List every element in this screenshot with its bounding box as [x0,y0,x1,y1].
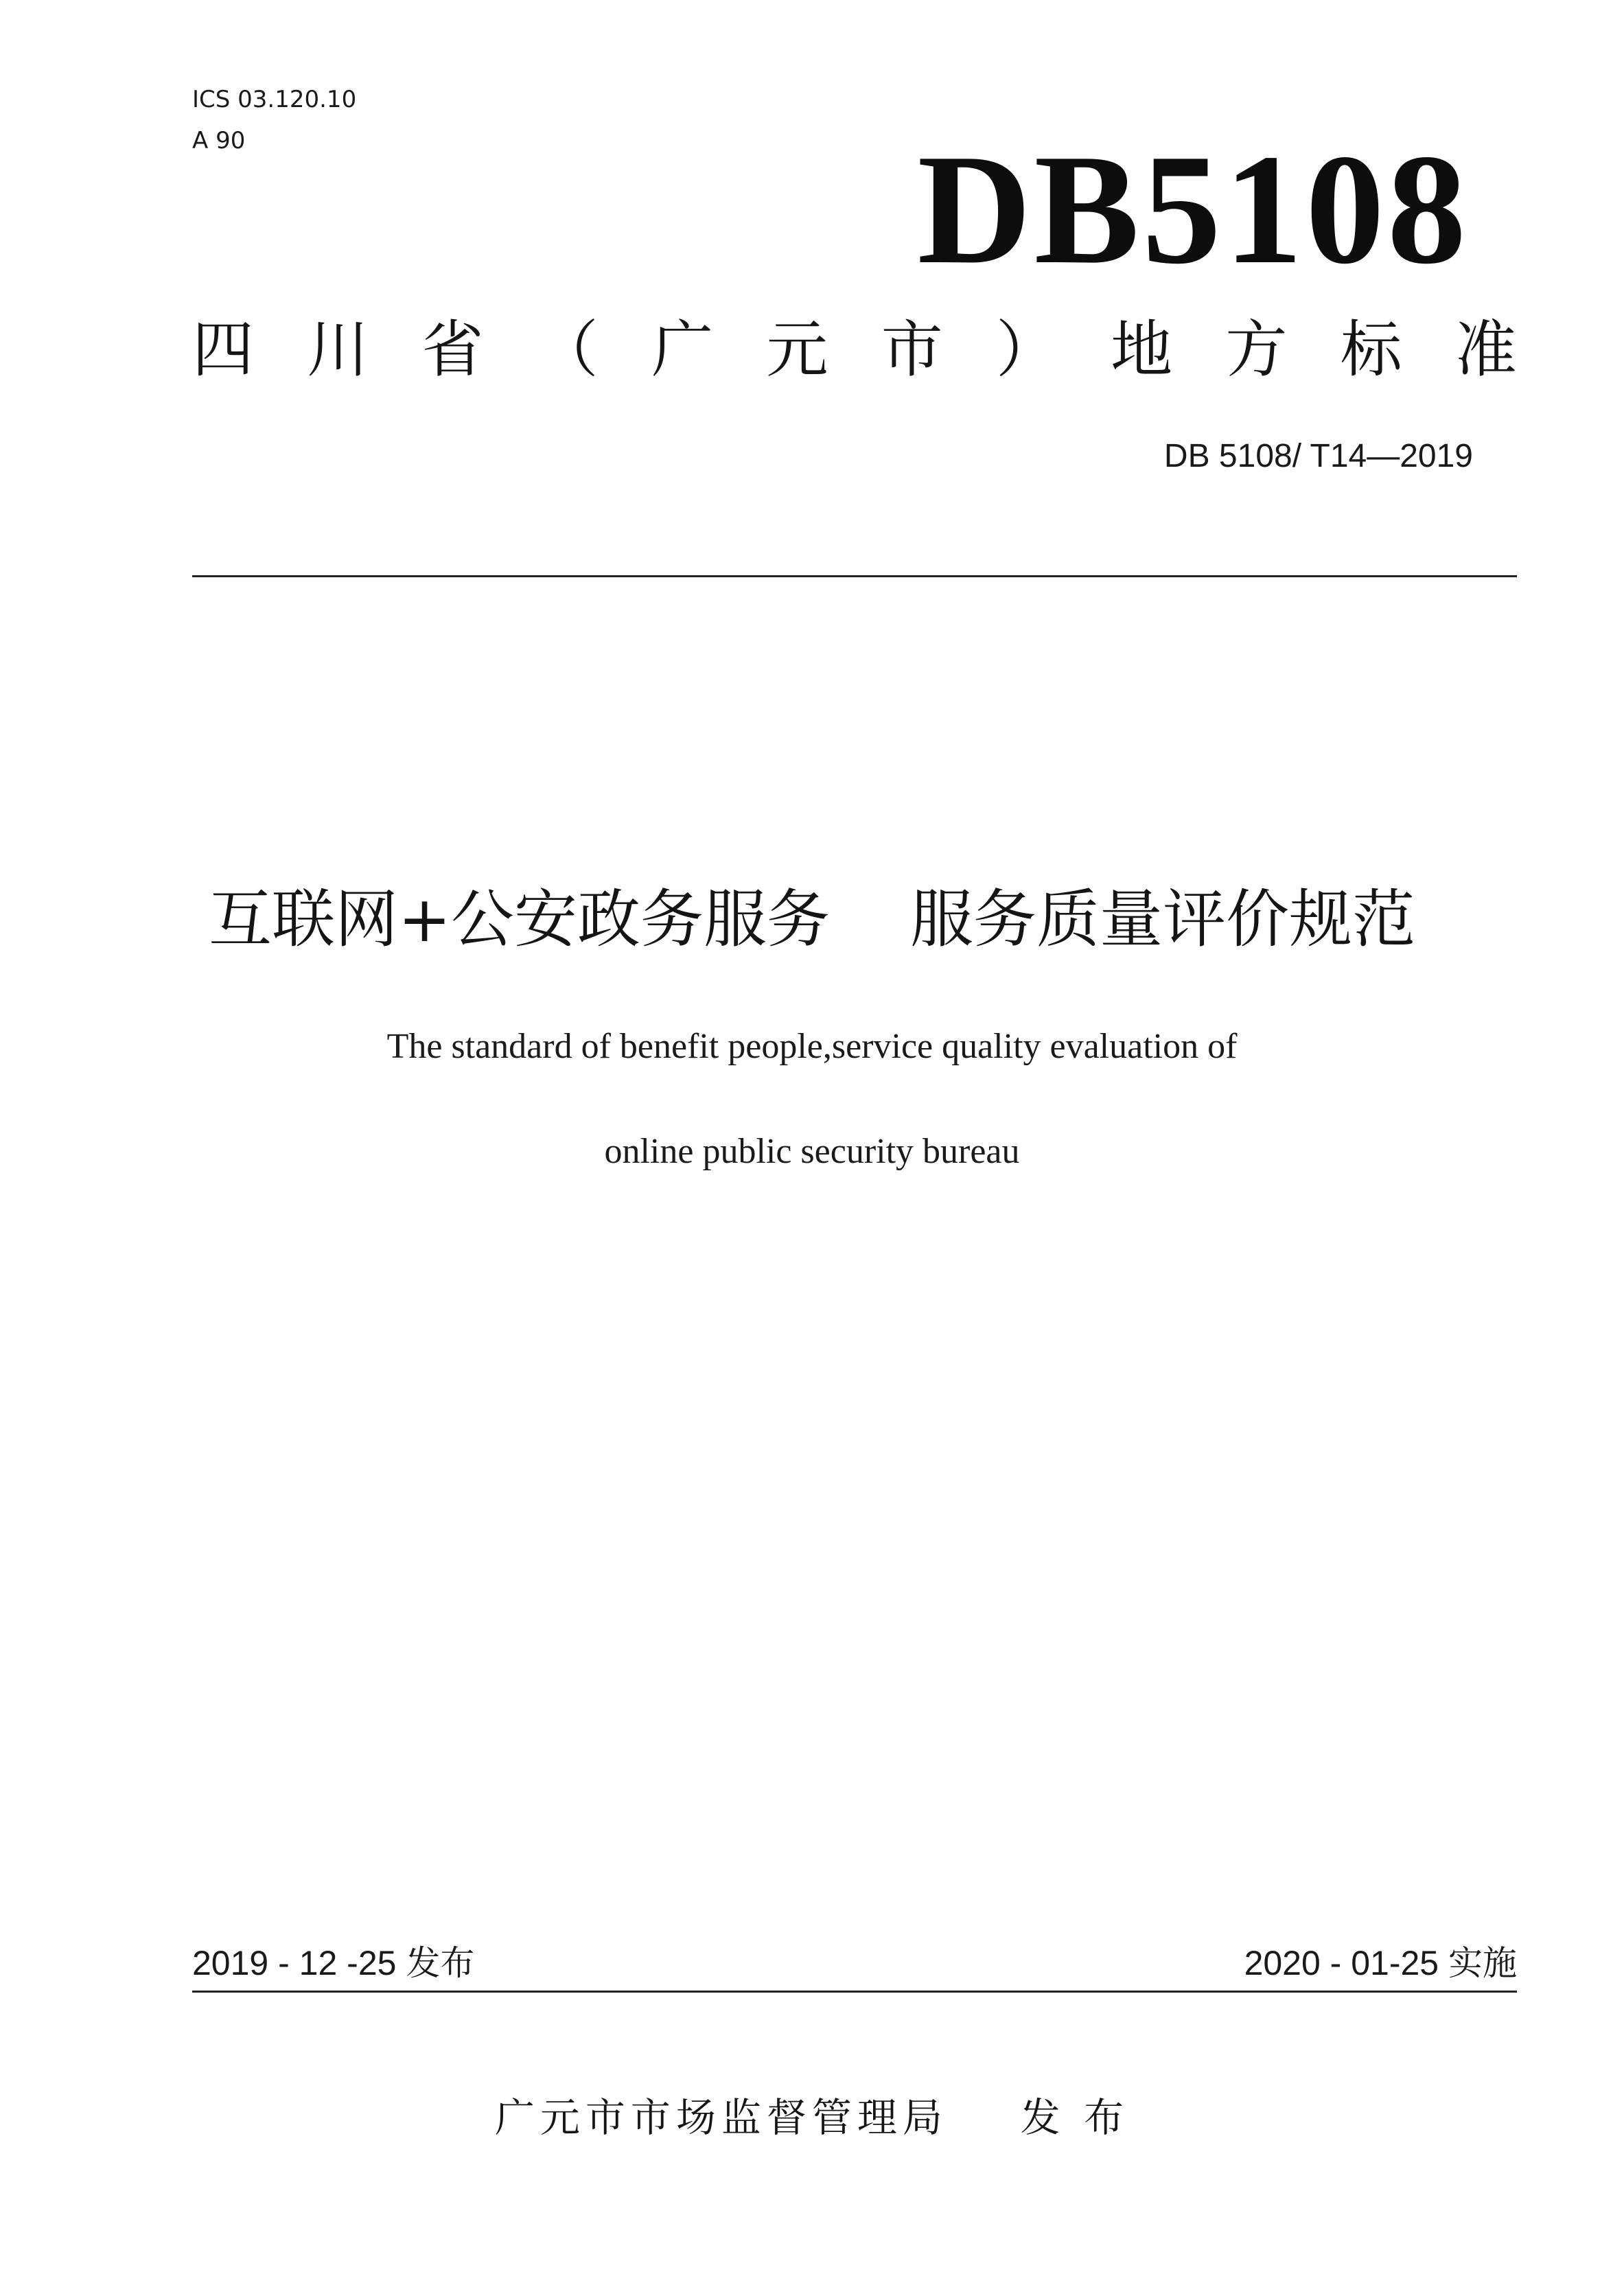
document-title-chinese: 互联网+公安政务服务 服务质量评价规范 [208,883,1416,956]
standard-type-heading [192,312,1517,388]
standard-type-char: 标 [1340,314,1402,386]
bottom-divider [192,1991,1517,1993]
publisher: 广元市市场监督管理局 发 布 [494,2094,1130,2141]
effective-date: 2020 - 01-25 实施 [1244,1944,1517,1982]
standard-type-char: 元 [766,314,828,386]
standard-code-logo: DB5108 [917,121,1469,297]
issue-date: 2019 - 12 -25 发布 [192,1944,475,1982]
ics-code: ICS 03.120.10 [192,86,357,113]
standard-type-char: 方 [1225,314,1288,386]
top-divider [192,575,1517,577]
standard-type-char: 川 [307,314,369,386]
standard-type-char: 省 [421,314,484,386]
ccs-code: A 90 [192,127,246,154]
standard-type-char: 市 [881,314,943,386]
document-title-english-line2: online public security bureau [604,1132,1020,1171]
standard-type-char: （ [536,314,599,386]
standard-type-char: 准 [1454,314,1517,386]
document-title-english-line1: The standard of benefit people,service quality evaluation of [386,1027,1238,1066]
standard-type-char: 广 [651,314,714,386]
standard-type-char: ） [995,314,1058,386]
classification-codes [192,79,356,161]
standard-type-char: 四 [192,314,254,386]
standard-type-char: 地 [1111,314,1173,386]
standard-number: DB 5108/ T14—2019 [1163,438,1473,474]
